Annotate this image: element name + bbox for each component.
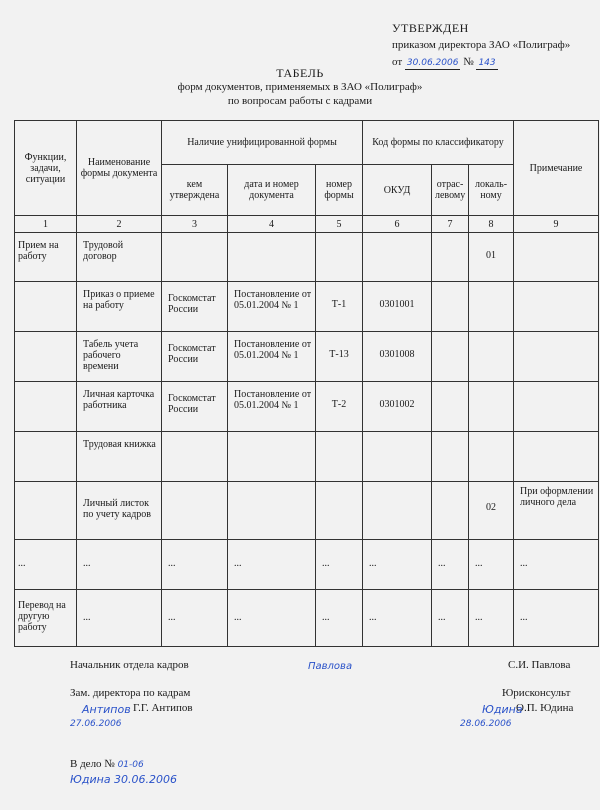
hr-head-signature: Павлова <box>308 661 353 672</box>
hr-head-title: Начальник отдела кадров <box>70 659 189 671</box>
header-functions: Функции, задачи, ситуации <box>15 121 77 216</box>
cell-approved-by: Госкомстат России <box>162 382 228 432</box>
approval-from: от <box>392 56 403 68</box>
title-main: ТАБЕЛЬ <box>276 66 324 80</box>
table-row <box>15 332 599 382</box>
column-number: 5 <box>316 216 363 233</box>
cell-date-number <box>228 432 316 482</box>
cell-industry <box>432 382 469 432</box>
cell-date-number: Постановление от 05.01.2004 № 1 <box>228 332 316 382</box>
cell-form-number <box>316 432 363 482</box>
cell-form-number: ... <box>316 590 363 647</box>
column-number: 3 <box>162 216 228 233</box>
header-form-number: номер формы <box>316 165 363 216</box>
file-note <box>70 758 144 772</box>
cell-form-number: Т-1 <box>316 282 363 332</box>
cell-form-name: ... <box>77 540 162 590</box>
table-row <box>15 233 599 282</box>
lawyer-title: Юрисконсульт <box>502 687 571 699</box>
cell-date-number: ... <box>228 590 316 647</box>
cell-form-name: ... <box>77 590 162 647</box>
cell-industry <box>432 432 469 482</box>
cell-form-number: ... <box>316 540 363 590</box>
cell-approved-by <box>162 233 228 282</box>
cell-approved-by: Госкомстат России <box>162 282 228 332</box>
header-classifier-code: Код формы по классификатору <box>363 121 514 165</box>
cell-okud <box>363 233 432 282</box>
cell-okud: ... <box>363 540 432 590</box>
table-row <box>15 382 599 432</box>
cell-industry <box>432 332 469 382</box>
table-row <box>15 482 599 540</box>
header-note: Примечание <box>514 121 599 216</box>
cell-function <box>15 332 77 382</box>
column-number: 4 <box>228 216 316 233</box>
cell-local <box>469 332 514 382</box>
header-unified-form: Наличие унифицированной формы <box>162 121 363 165</box>
header-okud: ОКУД <box>363 165 432 216</box>
cell-date-number: Постановление от 05.01.2004 № 1 <box>228 382 316 432</box>
approval-number-handwritten: 143 <box>478 58 496 68</box>
column-number: 6 <box>363 216 432 233</box>
cell-local: ... <box>469 540 514 590</box>
cell-form-name: Трудовой договор <box>77 233 162 282</box>
approval-number-sign: № <box>463 56 474 68</box>
cell-industry <box>432 282 469 332</box>
approval-heading: УТВЕРЖДЕН <box>392 21 469 35</box>
cell-form-name: Личная карточка работника <box>77 382 162 432</box>
file-number: 01-06 <box>117 760 144 770</box>
lawyer-signature: Юдина <box>482 703 523 716</box>
deputy-signature: Антипов <box>82 703 131 716</box>
column-number: 9 <box>514 216 599 233</box>
cell-local: 02 <box>469 482 514 540</box>
column-number: 1 <box>15 216 77 233</box>
cell-okud <box>363 482 432 540</box>
lawyer-name: О.П. Юдина <box>516 702 574 714</box>
deputy-name: Г.Г. Антипов <box>133 702 193 714</box>
hr-head-name: С.И. Павлова <box>508 659 571 671</box>
cell-industry: ... <box>432 590 469 647</box>
cell-function: ... <box>15 540 77 590</box>
cell-form-number <box>316 233 363 282</box>
file-signature: Юдина 30.06.2006 <box>70 773 178 786</box>
approval-date-handwritten: 30.06.2006 <box>406 58 459 68</box>
table-row <box>15 590 599 647</box>
cell-industry <box>432 233 469 282</box>
deputy-title: Зам. директора по кадрам <box>70 687 191 699</box>
cell-local: 01 <box>469 233 514 282</box>
cell-function: Перевод на другую работу <box>15 590 77 647</box>
column-numbers-row <box>15 216 599 233</box>
table-row <box>15 432 599 482</box>
cell-local: ... <box>469 590 514 647</box>
cell-note <box>514 233 599 282</box>
file-label: В дело № <box>70 758 115 770</box>
cell-note <box>514 432 599 482</box>
header-date-number: дата и номер документа <box>228 165 316 216</box>
header-local: локаль-ному <box>469 165 514 216</box>
cell-industry <box>432 482 469 540</box>
cell-form-name: Табель учета рабочего времени <box>77 332 162 382</box>
approval-block <box>392 20 570 71</box>
cell-local <box>469 282 514 332</box>
cell-approved-by <box>162 482 228 540</box>
cell-date-number <box>228 233 316 282</box>
deputy-date: 27.06.2006 <box>70 719 122 729</box>
cell-approved-by <box>162 432 228 482</box>
cell-okud <box>363 432 432 482</box>
cell-note <box>514 332 599 382</box>
cell-form-number: Т-2 <box>316 382 363 432</box>
cell-function <box>15 482 77 540</box>
title-line-2: форм документов, применяемых в ЗАО «Полиграф» <box>177 81 423 93</box>
cell-okud: 0301008 <box>363 332 432 382</box>
table-row <box>15 540 599 590</box>
header-approved-by: кем утверждена <box>162 165 228 216</box>
column-number: 2 <box>77 216 162 233</box>
cell-approved-by: ... <box>162 590 228 647</box>
approval-line: приказом директора ЗАО «Полиграф» <box>392 39 571 51</box>
title-line-3: по вопросам работы с кадрами <box>227 95 373 107</box>
cell-okud: ... <box>363 590 432 647</box>
cell-note <box>514 282 599 332</box>
cell-okud: 0301002 <box>363 382 432 432</box>
cell-note: ... <box>514 590 599 647</box>
table-row <box>15 282 599 332</box>
document-title <box>0 66 600 108</box>
header-industry: отрас-левому <box>432 165 469 216</box>
forms-table <box>14 120 599 647</box>
lawyer-date: 28.06.2006 <box>460 719 512 729</box>
cell-form-name: Приказ о приеме на работу <box>77 282 162 332</box>
column-number: 8 <box>469 216 514 233</box>
cell-note: При оформлении личного дела <box>514 482 599 540</box>
cell-approved-by: ... <box>162 540 228 590</box>
cell-form-number <box>316 482 363 540</box>
cell-function <box>15 382 77 432</box>
cell-function <box>15 282 77 332</box>
cell-industry: ... <box>432 540 469 590</box>
cell-function: Прием на работу <box>15 233 77 282</box>
cell-note: ... <box>514 540 599 590</box>
cell-form-name: Трудовая книжка <box>77 432 162 482</box>
cell-okud: 0301001 <box>363 282 432 332</box>
cell-function <box>15 432 77 482</box>
cell-date-number: Постановление от 05.01.2004 № 1 <box>228 282 316 332</box>
cell-note <box>514 382 599 432</box>
cell-form-number: Т-13 <box>316 332 363 382</box>
cell-date-number <box>228 482 316 540</box>
cell-form-name: Личный листок по учету кадров <box>77 482 162 540</box>
header-form-name: Наименование формы документа <box>77 121 162 216</box>
cell-approved-by: Госкомстат России <box>162 332 228 382</box>
cell-date-number: ... <box>228 540 316 590</box>
cell-local <box>469 382 514 432</box>
cell-local <box>469 432 514 482</box>
column-number: 7 <box>432 216 469 233</box>
